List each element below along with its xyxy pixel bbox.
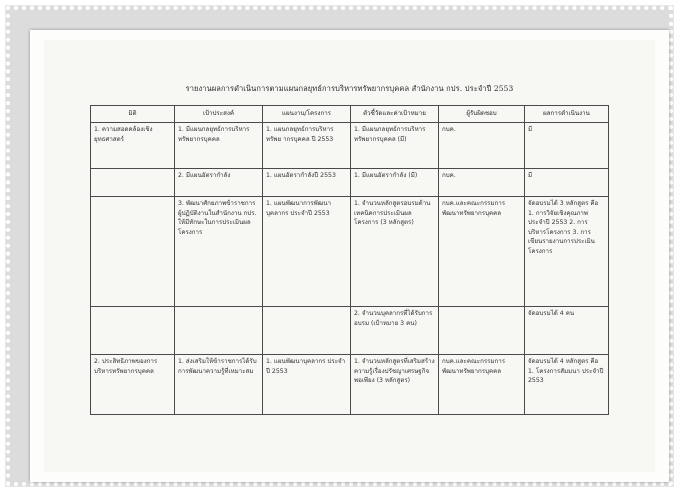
indicator-cell: 1. มีแผนกลยุทธ์การบริหารทรัพยากรบุคคล (มี) [351,123,439,169]
goal-cell [175,307,263,355]
column-header: แผนงาน/โครงการ [263,106,351,123]
owner-cell [439,307,525,355]
table-row [91,197,609,307]
result-cell: มี [525,123,609,169]
column-header: เป้าประสงค์ [175,106,263,123]
column-header: ตัวชี้วัดและค่าเป้าหมาย [351,106,439,123]
project-cell: 1. แผนกลยุทธ์การบริหารทรัพย ากรบุคคล ปี 2553 [263,123,351,169]
goal-cell: 1. ส่งเสริมให้ข้าราชการได้รับการพัฒนาความรู้ที่เหมาะสม [175,355,263,415]
scanned-document [44,40,655,472]
photo-mat [30,30,669,482]
indicator-cell: 1. จำนวนหลักสูตรที่เสริมสร้างความรู้เรื่องปรัชญาเศรษฐกิจพอเพียง (3 หลักสูตร) [351,355,439,415]
project-cell: 1. แผนพัฒนาบุคลากร ประจำปี 2553 [263,355,351,415]
result-cell: จัดอบรมได้ 3 หลักสูตร คือ 1. การวิจัยเชิงคุณภาพ ประจำปี 2553 2. การบริหารโครงการ 3. การเขียนรายงานการประเมินโครงการ [525,197,609,307]
project-cell [263,307,351,355]
owner-cell: กบค.และคณะกรรมการพัฒนาทรัพยากรบุคคล [439,355,525,415]
owner-cell: กบค. [439,123,525,169]
table-row [91,169,609,197]
goal-cell: 3. พัฒนาศักยภาพข้าราชการผู้ปฏิบัติงานในสำนักงาน กปร. ให้มีทักษะในการประเมินผลโครงการ [175,197,263,307]
table-row [91,307,609,355]
dimension-cell: 2. ประสิทธิภาพของการบริหารทรัพยากรบุคคล [91,355,175,415]
indicator-cell: 1. จำนวนหลักสูตรอบรมด้านเทคนิคการประเมินผลโครงการ (3 หลักสูตร) [351,197,439,307]
dimension-cell [91,307,175,355]
table-header-row [91,106,609,123]
column-header: มิติ [91,106,175,123]
goal-cell: 1. มีแผนกลยุทธ์การบริหารทรัพยากรบุคคล [175,123,263,169]
column-header: ผู้รับผิดชอบ [439,106,525,123]
dimension-cell [91,197,175,307]
document-title: รายงานผลการดำเนินการตามแผนกลยุทธ์การบริหารทรัพยากรบุคคล สำนักงาน กปร. ประจำปี 2553 [185,84,514,93]
table-row [91,355,609,415]
table-row [91,123,609,169]
result-cell: จัดอบรมได้ 4 หลักสูตร คือ 1. โครงการสัมมนา ประจำปี 2553 [525,355,609,415]
indicator-cell: 2. จำนวนบุคลากรที่ได้รับการอบรม (เป้าหมาย 3 คน) [351,307,439,355]
dimension-cell [91,169,175,197]
goal-cell: 2. มีแผนอัตรากำลัง [175,169,263,197]
project-cell: 1. แผนอัตรากำลังปี 2553 [263,169,351,197]
owner-cell: กบค.และคณะกรรมการพัฒนาทรัพยากรบุคคล [439,197,525,307]
owner-cell: กบค. [439,169,525,197]
project-cell: 1. แผนพัฒนาการพัฒนาบุคลากร ประจำปี 2553 [263,197,351,307]
result-cell: จัดอบรมได้ 4 คน [525,307,609,355]
hr-plan-table [90,105,609,415]
photo-frame [6,6,673,486]
dimension-cell: 1. ความสอดคล้องเชิงยุทธศาสตร์ [91,123,175,169]
indicator-cell: 1. มีแผนอัตรากำลัง (มี) [351,169,439,197]
column-header: ผลการดำเนินงาน [525,106,609,123]
result-cell: มี [525,169,609,197]
